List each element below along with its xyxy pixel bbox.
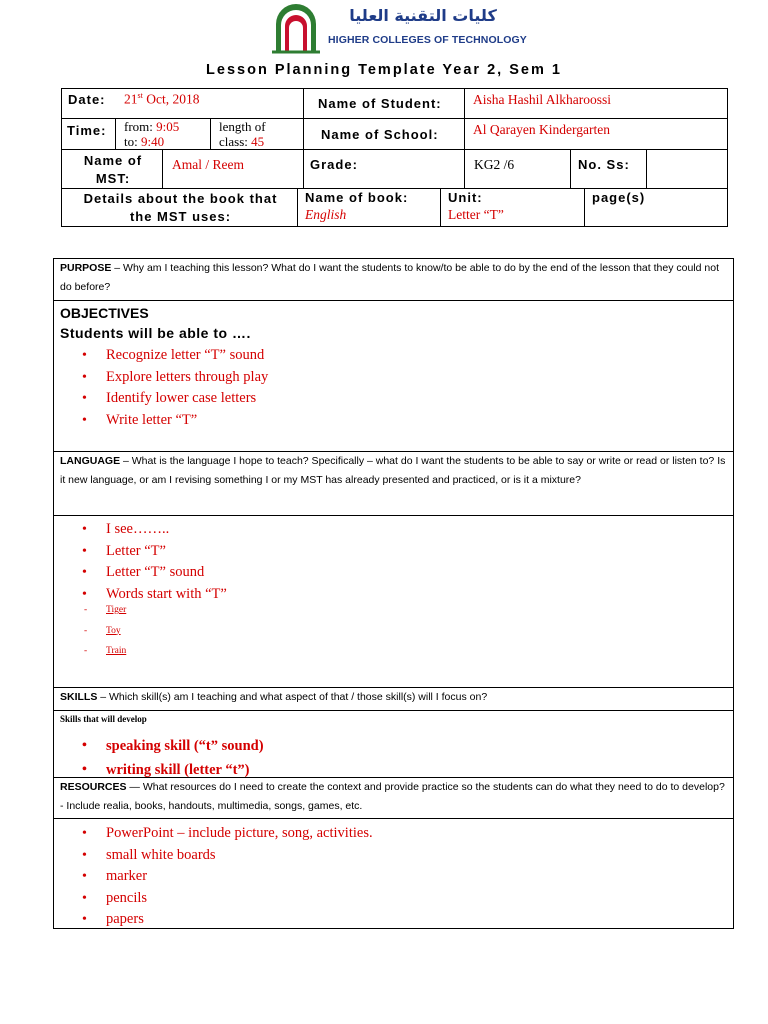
purpose-section — [53, 258, 734, 301]
logo-english-text: HIGHER COLLEGES OF TECHNOLOGY — [328, 34, 527, 46]
objectives-heading: OBJECTIVES — [60, 305, 149, 321]
pages-cell — [584, 188, 728, 227]
mst-label: Name of MST: — [83, 153, 143, 186]
to-value: 9:40 — [140, 134, 165, 149]
logo-arabic-text: كليات التقنية العليا — [349, 6, 497, 25]
list-item: • Explore letters through play — [106, 367, 268, 389]
school-value-cell — [464, 118, 728, 150]
list-item: • Letter “T” — [106, 541, 227, 563]
objectives-section — [53, 300, 734, 452]
unit-cell — [440, 188, 585, 227]
objectives-list — [54, 345, 268, 431]
list-item: • small white boards — [106, 845, 373, 867]
list-item: • writing skill (letter “t”) — [106, 758, 264, 782]
student-label-cell — [303, 88, 465, 119]
objectives-subheading: Students will be able to …. — [60, 325, 251, 341]
from-value: 9:05 — [156, 119, 180, 134]
class-length-value: 45 — [251, 134, 265, 149]
time-label: Time: — [67, 123, 107, 138]
list-item: - Tiger — [106, 600, 126, 621]
unit-label: Unit: — [448, 190, 483, 205]
list-item: • speaking skill (“t” sound) — [106, 734, 264, 758]
list-item: • marker — [106, 866, 373, 888]
list-item: • Letter “T” sound — [106, 562, 227, 584]
language-list — [54, 519, 227, 605]
school-label: Name of School: — [321, 127, 439, 142]
grade-value: KG2 /6 — [474, 157, 515, 172]
list-item: • papers — [106, 909, 373, 931]
college-emblem-icon — [270, 2, 322, 54]
noss-label-cell — [570, 149, 647, 189]
list-item: • Write letter “T” — [106, 410, 268, 432]
list-item: • I see…….. — [106, 519, 227, 541]
date-value: 21st Oct, 2018 — [124, 91, 200, 107]
pages-label: page(s) — [592, 190, 646, 205]
time-range: from: 9:05 to: 9:40 — [124, 119, 180, 149]
language-section — [53, 451, 734, 516]
skills-content — [53, 710, 734, 778]
language-question: LANGUAGE – What is the language I hope to teach? Specifically – what do I want the students to be able to say or write or read or listen to? Is it new language, or am I revising something I or my MST has already presented and practiced, or is it a mixture? — [60, 455, 726, 486]
language-content — [53, 515, 734, 688]
book-name-cell — [297, 188, 441, 227]
book-name-label: Name of book: — [305, 190, 409, 205]
mst-value: Amal / Reem — [172, 157, 244, 172]
resources-list — [54, 823, 373, 931]
student-label: Name of Student: — [318, 96, 442, 111]
grade-value-cell — [464, 149, 571, 189]
date-cell — [61, 88, 304, 119]
list-item: • Recognize letter “T” sound — [106, 345, 268, 367]
class-length-cell — [210, 118, 304, 150]
document-title: Lesson Planning Template Year 2, Sem 1 — [206, 62, 562, 78]
resources-content — [53, 818, 734, 929]
noss-label: No. Ss: — [578, 157, 630, 172]
time-label-cell — [61, 118, 116, 150]
book-details-label: Details about the book that the MST uses: — [83, 191, 278, 224]
unit-value: Letter “T” — [448, 207, 504, 222]
school-value: Al Qarayen Kindergarten — [473, 122, 610, 137]
language-words-list — [54, 600, 126, 662]
student-value: Aisha Hashil Alkharoossi — [473, 92, 611, 107]
skills-subheading: Skills that will develop — [60, 714, 147, 724]
date-label: Date: — [68, 92, 106, 107]
resources-section — [53, 777, 734, 819]
skills-section — [53, 687, 734, 711]
list-item: - Toy — [106, 621, 126, 642]
mst-label-cell — [61, 149, 163, 189]
mst-value-cell — [162, 149, 304, 189]
list-item: • Words start with “T” — [106, 584, 227, 606]
grade-label: Grade: — [310, 157, 358, 172]
school-label-cell — [303, 118, 465, 150]
book-details-cell — [61, 188, 298, 227]
list-item: • PowerPoint – include picture, song, activities. — [106, 823, 373, 845]
college-logo — [270, 2, 527, 54]
book-name-value: English — [305, 207, 347, 222]
class-length: length of class: 45 — [219, 119, 266, 149]
list-item: • pencils — [106, 888, 373, 910]
skills-question: SKILLS – Which skill(s) am I teaching and what aspect of that / those skill(s) will I focus on? — [60, 691, 488, 703]
skills-list — [54, 734, 264, 782]
student-value-cell — [464, 88, 728, 119]
purpose-question: PURPOSE – Why am I teaching this lesson? What do I want the students to know/to be able to do by the end of the lesson that they could not do before? — [60, 262, 719, 293]
noss-value-cell — [646, 149, 728, 189]
list-item: - Train — [106, 641, 126, 662]
grade-label-cell — [303, 149, 465, 189]
time-range-cell — [115, 118, 211, 150]
list-item: • Identify lower case letters — [106, 388, 268, 410]
resources-question: RESOURCES — What resources do I need to create the context and provide practice so the students can do what they need to do to develop? - Include realia, books, handouts, multimedia, songs, games, etc. — [60, 781, 725, 812]
